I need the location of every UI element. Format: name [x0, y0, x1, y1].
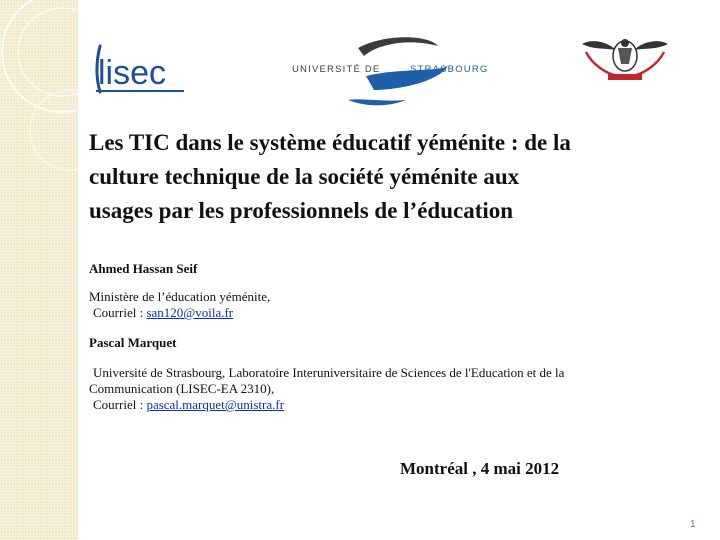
author-2-email-link[interactable]: pascal.marquet@unistra.fr — [146, 397, 285, 412]
yemen-emblem — [578, 34, 672, 82]
title-line-3: usages par les professionnels de l’éducation — [89, 198, 514, 223]
lisec-logo-text: lisec — [98, 54, 167, 92]
author-1-email-label: Courriel : — [93, 305, 144, 320]
university-name-left: UNIVERSITÉ DE — [292, 64, 381, 75]
universite-strasbourg-logo — [288, 36, 520, 108]
lisec-logo — [92, 42, 192, 98]
author-2-name: Pascal Marquet — [89, 335, 177, 350]
slide-number: 1 — [690, 519, 696, 530]
author-1-affiliation: Ministère de l’éducation yéménite, — [89, 289, 271, 304]
presentation-date: Montréal , 4 mai 2012 — [400, 459, 560, 478]
title-line-1: Les TIC dans le système éducatif yéménite : de la — [89, 130, 571, 155]
author-1-email-line — [89, 305, 233, 321]
author-2-email-line — [89, 397, 284, 413]
author-2-affiliation-line-1: Université de Strasbourg, Laboratoire Interuniversitaire de Sciences de l'Education et de la — [93, 365, 565, 380]
sidebar-divider — [78, 0, 80, 540]
university-name-right: STRASBOURG — [410, 64, 489, 75]
author-1-email-link[interactable]: san120@voila.fr — [146, 305, 234, 320]
author-2-affiliation-line-2: Communication (LISEC-EA 2310), — [89, 381, 275, 396]
author-1-name: Ahmed Hassan Seif — [89, 261, 198, 276]
author-2-email-label: Courriel : — [93, 397, 144, 412]
presentation-title — [89, 126, 699, 228]
title-line-2: culture technique de la société yéménite aux — [89, 164, 520, 189]
decorative-sidebar — [0, 0, 78, 540]
